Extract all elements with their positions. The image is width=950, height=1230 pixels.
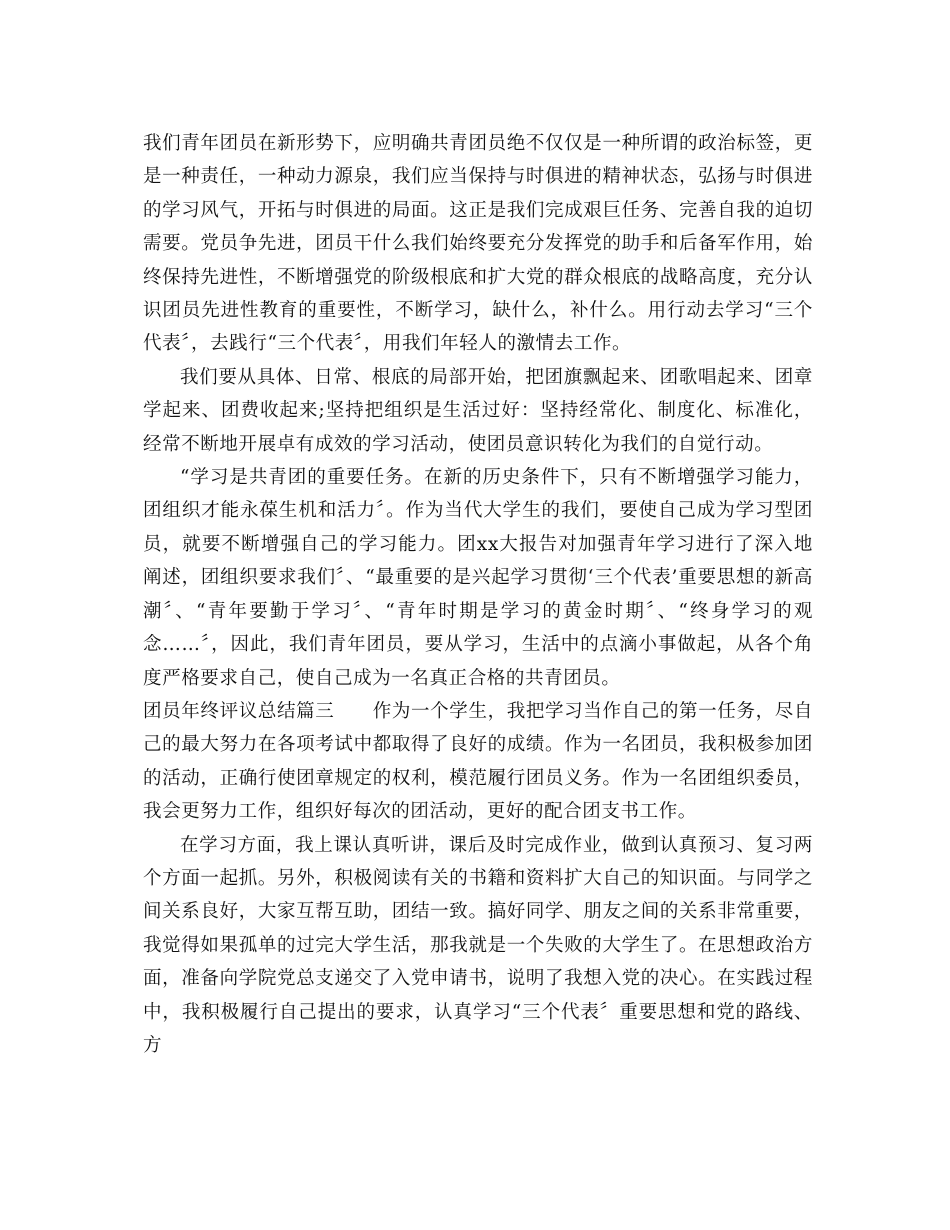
paragraph-2: 我们要从具体、日常、根底的局部开始，把团旗飘起来、团歌唱起来、团章学起来、团费收起来;坚持把组织是生活过好：坚持经常化、制度化、标准化，经常不断地开展卓有成效的学习活动，使团员意识转化为我们的自觉行动。 — [143, 366, 813, 455]
paragraph-1: 我们青年团员在新形势下，应明确共青团员绝不仅仅是一种所谓的政治标签，更是一种责任，一种动力源泉，我们应当保持与时俱进的精神状态，弘扬与时俱进的学习风气，开拓与时俱进的局面。这正是我们完成艰巨任务、完善自我的迫切需要。党员争先进，团员干什么我们始终要充分发挥党的助手和后备军作用，始终保持先进性，不断增强党的阶级根底和扩大党的群众根底的战略高度，充分认识团员先进性教育的重要性，不断学习，缺什么，补什么。用行动去学习“三个代表〞，去践行“三个代表〞，用我们年轻人的激情去工作。 — [143, 133, 813, 355]
paragraph-4-section-heading: 团员年终评议总结篇三 作为一个学生，我把学习当作自己的第一任务，尽自己的最大努力在各项考试中都取得了良好的成绩。作为一名团员，我积极参加团的活动，正确行使团章规定的权利，模范履行团员义务。作为一名团组织委员，我会更努力工作，组织好每次的团活动，更好的配合团支书工作。 — [143, 700, 813, 823]
paragraph-5: 在学习方面，我上课认真听讲，课后及时完成作业，做到认真预习、复习两个方面一起抓。另外，积极阅读有关的书籍和资料扩大自己的知识面。与同学之间关系良好，大家互帮互助，团结一致。搞好同学、朋友之间的关系非常重要，我觉得如果孤单的过完大学生活，那我就是一个失败的大学生了。在思想政治方面，准备向学院党总支递交了入党申请书，说明了我想入党的决心。在实践过程中，我积极履行自己提出的要求，认真学习“三个代表〞重要思想和党的路线、方 — [143, 834, 813, 1056]
paragraph-3: “学习是共青团的重要任务。在新的历史条件下，只有不断增强学习能力，团组织才能永葆生机和活力〞。作为当代大学生的我们，要使自己成为学习型团员，就要不断增强自己的学习能力。团xx大报告对加强青年学习进行了深入地阐述，团组织要求我们〞、“最重要的是兴起学习贯彻‘三个代表’重要思想的新高潮〞、“青年要勤于学习〞、“青年时期是学习的黄金时期〞、“终身学习的观念……〞，因此，我们青年团员，要从学习，生活中的点滴小事做起，从各个角度严格要求自己，使自己成为一名真正合格的共青团员。 — [143, 467, 813, 689]
document-body — [143, 127, 813, 1062]
